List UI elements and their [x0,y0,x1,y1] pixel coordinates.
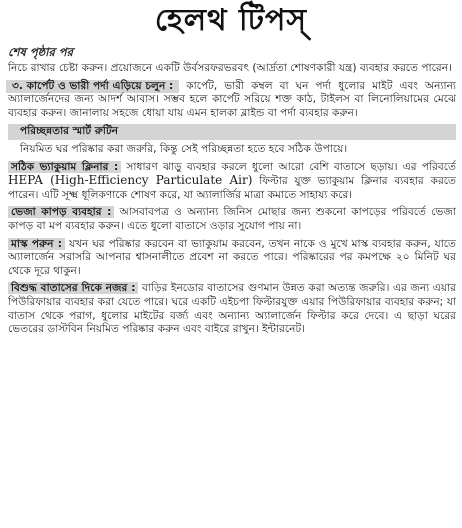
mask-heading: মাস্ক পরুন : [8,238,65,250]
vacuum-heading: সঠিক ভ্যাকুয়াম ক্লিনার : [8,161,121,173]
carpet-paragraph [8,80,456,121]
clean-air-heading: বিশুদ্ধ বাতাসের দিকে নজর : [8,282,138,294]
article-body [8,62,456,341]
wet-cloth-heading: ভেজা কাপড় ব্যবহার : [8,206,114,218]
page-bottom-edge [0,520,462,528]
wet-cloth-paragraph [8,206,456,233]
carpet-text: কার্পেট, ভারী কম্বল বা ঘন পর্দা ধুলোর মাইট এবং অন্যান্য অ্যালার্জেনদের জন্য আদর্শ আবাস। সম্ভব হলে কার্পেট সরিয়ে শক্ত কাঠ, টাইলস বা লিনোলিয়ামের মেঝে ব্যবহার করুন। জানালায় সহজে ধোয়া যায় এমন হালকা ব্লাইন্ড বা পর্দা ব্যবহার করুন। [8,79,456,119]
article-title: হেলথ টিপস্ [154,3,308,38]
vacuum-text-b: ফিল্টার যুক্ত ভ্যাকুয়াম ক্লিনার ব্যবহার করতে পারেন। এটি সূক্ষ্ম ধূলিকণাকে শোষণ করে, যা অ্যালার্জির মাত্রা কমাতে সাহায্য করে। [8,175,456,201]
carpet-heading: ৩. কার্পেট ও ভারী পর্দা এড়িয়ে চলুন : [6,80,179,94]
continued-label: শেষ পৃষ্ঠার পর [8,45,73,59]
intro-paragraph: নিচে রাখার চেষ্টা করুন। প্রয়োজনে একটি উর্বসরফরভরবৎ (আর্দ্রতা শোষণকারী যন্ত্র) ব্যবহার করতে পারেন। [8,62,452,74]
hepa-term: HEPA (High-Efficiency Particulate Air) [8,173,253,188]
clean-air-paragraph [8,282,456,336]
smart-routine-text: নিয়মিত ঘর পরিষ্কার করা জরুরি, কিন্তু সেই পরিচ্ছন্নতা হতে হবে সঠিক উপায়ে। [20,142,348,155]
smart-routine-heading: পরিচ্ছন্নতার স্মার্ট রুটিন [8,124,456,140]
mask-paragraph [8,238,456,279]
vacuum-text-a: সাধারণ ঝাড়ু ব্যবহার করলে ধুলো আরো বেশি বাতাসে ছড়ায়। এর পরিবর্তে [121,160,456,173]
clean-air-text: বাড়ির ইনডোর বাতাসের গুণমান উন্নত করা অত্যন্ত জরুরি। এর জন্য এয়ার পিউরিফায়ার ব্যবহার করা যেতে পারে। ঘরে একটি এইচপা ফিল্টারযুক্ত এয়ার পিউরিফায়ার ব্যবহার করুন; যা বাতাস থেকে পরাগ, ধুলোর মাইটের বর্জ্য এবং অন্যান্য অ্যালার্জেন ফিল্টার করে দেবে। এ ছাড়া ঘরের ভেতরের ডাস্টবিন নিয়মিত পরিষ্কার করুন এবং বাইরে রাখুন। ইন্টারনেট। [8,282,456,336]
vacuum-paragraph [8,161,456,203]
wet-cloth-text: আসবাবপত্র ও অন্যান্য জিনিস মোছার জন্য শুকনো কাপড়ের পরিবর্তে ভেজা কাপড় বা মপ ব্যবহার করুন। এতে ধুলো বাতাসে ওড়ার সুযোগ পায় না। [8,206,456,232]
mask-text: যখন ঘর পরিষ্কার করবেন বা ভ্যাকুয়াম করবেন, তখন নাকে ও মুখে মাস্ক ব্যবহার করুন, যাতে অ্যালার্জেন সরাসরি আপনার শ্বাসনালীতে প্রবেশ না করতে পারে। পরিষ্কারের পর কমপক্ষে ২০ মিনিট ঘর থেকে দূরে থাকুন। [8,237,457,277]
